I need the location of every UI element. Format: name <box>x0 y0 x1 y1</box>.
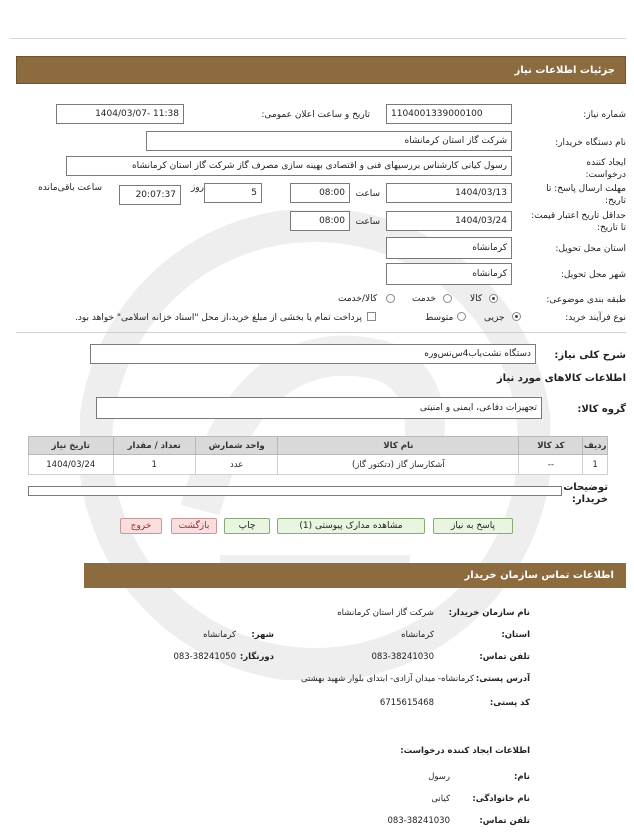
top-divider <box>10 38 626 39</box>
org-label: نام سازمان خریدار: <box>448 608 530 618</box>
contact-city-label: شهر: <box>251 630 274 640</box>
address-value: کرمانشاه- میدان آزادی- ابتدای بلوار شهید بهشتی <box>300 674 474 684</box>
buyer-field: شرکت گاز استان کرمانشاه <box>146 131 512 151</box>
validity-time-label: ساعت <box>355 217 380 227</box>
purchase-option-medium: متوسط <box>425 313 454 323</box>
validity-date-field: 1404/03/24 <box>386 211 512 231</box>
requester-field: رسول کیانی کارشناس بررسیهای فنی و اقتصادی بهینه سازی مصرف گاز شرکت گاز استان کرمانشاه <box>66 156 512 176</box>
province-field: کرمانشاه <box>386 237 512 259</box>
fax-value: 083-38241050 <box>173 652 236 662</box>
cell-unit: عدد <box>195 455 277 475</box>
contact-province-label: استان: <box>501 630 530 640</box>
summary-label: شرح کلی نیاز: <box>554 350 626 361</box>
creator-phone-label: تلفن تماس: <box>479 816 530 826</box>
col-qty: تعداد / مقدار <box>113 437 195 455</box>
postal-label: کد پستی: <box>489 698 530 708</box>
payment-note: پرداخت تمام یا بخشی از مبلغ خرید،از محل "اسناد خزانه اسلامی" خواهد بود. <box>74 313 362 323</box>
postal-value: 6715615468 <box>379 698 434 708</box>
section-divider <box>16 332 626 333</box>
contact-city-value: کرمانشاه <box>203 630 236 640</box>
category-label: طبقه بندی موضوعی: <box>546 295 626 305</box>
category-radio-goods[interactable] <box>489 294 498 303</box>
purchase-radio-minor[interactable] <box>512 312 521 321</box>
announce-date-field: 1404/03/07- 11:38 <box>56 104 184 124</box>
cell-code: -- <box>519 455 583 475</box>
purchase-type-label: نوع فرآیند خرید: <box>565 313 626 323</box>
table-row <box>29 455 608 475</box>
cell-qty: 1 <box>113 455 195 475</box>
remaining-time-field: 20:07:37 <box>119 185 181 205</box>
group-field: تجهیزات دفاعی، ایمنی و امنیتی <box>96 397 542 419</box>
cell-row: 1 <box>583 455 608 475</box>
col-date: تاریخ نیاز <box>29 437 114 455</box>
contact-title: اطلاعات تماس سازمان خریدار <box>464 570 614 581</box>
group-label: گروه کالا: <box>577 404 626 415</box>
creator-name-value: رسول <box>428 772 450 782</box>
org-value: شرکت گاز استان کرمانشاه <box>337 608 434 618</box>
col-name: نام کالا <box>278 437 519 455</box>
creator-title: اطلاعات ایجاد کننده درخواست: <box>400 746 530 756</box>
goods-section-title: اطلاعات کالاهای مورد نیاز <box>496 373 626 384</box>
category-option-both: کالا/خدمت <box>338 294 378 304</box>
need-number-field: 1104001339000100 <box>386 104 512 124</box>
page-title: جزئیات اطلاعات نیاز <box>514 64 615 76</box>
purchase-option-minor: جزیی <box>484 313 505 323</box>
city-label: شهر محل تحویل: <box>560 270 626 280</box>
city-field: کرمانشاه <box>386 263 512 285</box>
print-button[interactable]: چاپ <box>224 518 270 534</box>
view-documents-button[interactable]: مشاهده مدارک پیوستی (1) <box>277 518 425 534</box>
payment-checkbox[interactable] <box>367 312 376 321</box>
contact-phone-value: 083-38241030 <box>371 652 434 662</box>
back-button[interactable]: بازگشت <box>171 518 217 534</box>
exit-button[interactable]: خروج <box>120 518 162 534</box>
validity-label: حداقل تاریخ اعتبار قیمت: تا تاریخ: <box>531 211 626 233</box>
contact-province-value: کرمانشاه <box>401 630 434 640</box>
cell-date: 1404/03/24 <box>29 455 114 475</box>
fax-label: دورنگار: <box>239 652 274 662</box>
buyer-notes-field <box>28 486 562 496</box>
announce-date-label: تاریخ و ساعت اعلان عمومی: <box>261 110 370 120</box>
creator-family-value: کیانی <box>431 794 450 804</box>
category-radio-both[interactable] <box>386 294 395 303</box>
category-option-goods: کالا <box>470 294 483 304</box>
send-time-field: 08:00 <box>290 183 350 203</box>
contact-phone-label: تلفن تماس: <box>479 652 530 662</box>
cell-name: آشکارساز گاز (دتکتور گاز) <box>278 455 519 475</box>
send-time-label: ساعت <box>355 189 380 199</box>
summary-field: دستگاه نشت‌یاب4س‌نس‌وره <box>90 344 536 364</box>
remaining-label: ساعت باقی‌مانده <box>38 183 102 193</box>
creator-name-label: نام: <box>513 772 530 782</box>
creator-family-label: نام خانوادگی: <box>472 794 530 804</box>
contact-header <box>84 563 626 588</box>
need-number-label: شماره نیاز: <box>583 110 626 120</box>
goods-table <box>28 436 608 475</box>
send-date-field: 1404/03/13 <box>386 183 512 203</box>
col-code: کد کالا <box>519 437 583 455</box>
category-option-service: خدمت <box>412 294 436 304</box>
address-label: آدرس پستی: <box>475 674 530 684</box>
purchase-radio-medium[interactable] <box>457 312 466 321</box>
days-label: روز <box>190 183 204 193</box>
creator-phone-value: 083-38241030 <box>387 816 450 826</box>
category-radio-service[interactable] <box>443 294 452 303</box>
days-field: 5 <box>204 183 262 203</box>
requester-label: ایجاد کننده درخواست: <box>585 158 626 180</box>
col-unit: واحد شمارش <box>195 437 277 455</box>
reply-button[interactable]: پاسخ به نیاز <box>433 518 513 534</box>
col-row: ردیف <box>583 437 608 455</box>
send-deadline-label: مهلت ارسال پاسخ: تا تاریخ: <box>546 184 626 206</box>
buyer-notes-label: توضیحات خریدار: <box>563 482 608 505</box>
validity-time-field: 08:00 <box>290 211 350 231</box>
province-label: استان محل تحویل: <box>555 244 626 254</box>
page-header <box>16 56 626 84</box>
buyer-label: نام دستگاه خریدار: <box>555 138 626 148</box>
